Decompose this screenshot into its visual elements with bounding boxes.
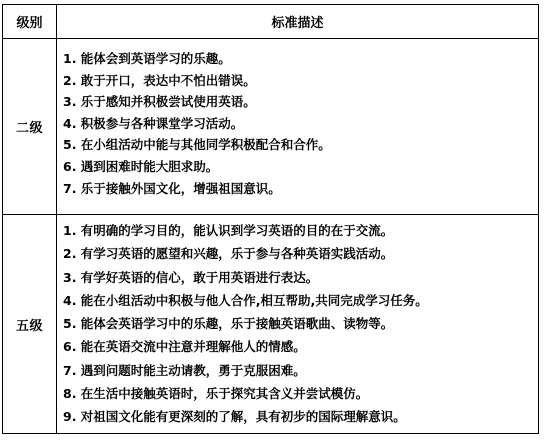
list-item: 1. 能体会到英语学习的乐趣。: [63, 51, 231, 66]
description-cell: [57, 39, 539, 215]
header-description: 标准描述: [57, 5, 539, 39]
list-item: 2. 有学习英语的愿望和兴趣，乐于参与各种英语实践活动。: [63, 246, 394, 262]
list-item: 1. 有明确的学习目的，能认识到学习英语的目的在于交流。: [63, 223, 394, 238]
list-item: 6. 遇到困难时能大胆求助。: [63, 158, 219, 174]
list-item: 3. 有学好英语的信心，敢于用英语进行表达。: [63, 269, 319, 285]
list-item: 4. 能在小组活动中积极与他人合作,相互帮助,共同完成学习任务。: [63, 292, 428, 308]
standards-table-frame: [2, 4, 539, 433]
table-header-row: [3, 5, 539, 39]
list-item: 8. 在生活中接触英语时，乐于探究其含义并尝试模仿。: [63, 386, 369, 402]
description-cell: [57, 215, 539, 434]
list-item: 7. 乐于接触外国文化，增强祖国意识。: [63, 180, 281, 196]
list-item: 7. 遇到问题时能主动请教，勇于克服困难。: [63, 362, 306, 378]
list-item: 9. 对祖国文化能有更深刻的了解，具有初步的国际理解意识。: [63, 409, 406, 425]
list-item: 5. 在小组活动中能与其他同学积极配合和合作。: [63, 137, 331, 153]
table-row-level-5: [3, 215, 539, 434]
table-row-level-2: [3, 39, 539, 215]
list-item: 4. 积极参与各种课堂学习活动。: [63, 115, 244, 131]
list-item: 2. 敢于开口，表达中不怕出错误。: [63, 72, 256, 88]
list-item: 6. 能在英语交流中注意并理解他人的情感。: [63, 339, 306, 355]
level-cell: 五级: [3, 215, 57, 434]
standards-table: [2, 4, 539, 434]
level-cell: 二级: [3, 39, 57, 215]
list-item: 3. 乐于感知并积极尝试使用英语。: [63, 94, 256, 110]
header-level: 级别: [3, 5, 57, 39]
list-item: 5. 能体会英语学习中的乐趣，乐于接触英语歌曲、读物等。: [63, 316, 394, 332]
